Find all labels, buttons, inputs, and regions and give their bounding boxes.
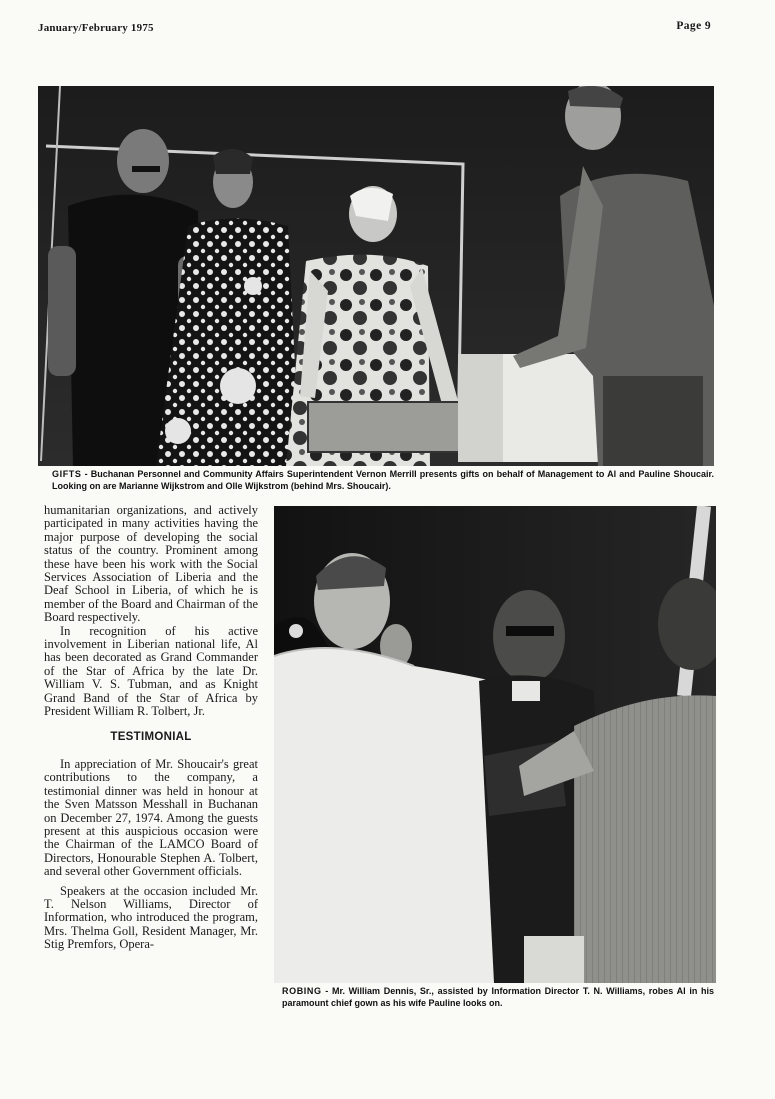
caption-gifts-text: - Buchanan Personnel and Community Affairs Superintendent Vernon Merrill presents gifts on behalf of Management to Al and Pauline Shoucair. Looking on are Marianne Wijkstrom and Olle Wijkstrom (behind Mrs. Shoucair). <box>52 469 714 491</box>
caption-gifts-lead: GIFTS <box>52 469 82 479</box>
caption-robing-lead: ROBING <box>282 986 322 996</box>
article-para-3: In appreciation of Mr. Shoucair's great contributions to the company, a testimonial dinner was held in honour at the Sven Matsson Messhall in Buchanan on December 27, 1974. Among the guests present at this auspicious occasion were the Chairman of the LAMCO Board of Directors, Honourable Stephen A. Tolbert, and several other Government officials. <box>44 756 258 879</box>
article-para-1: humanitarian organizations, and actively participated in many activities having the major purpose of developing the social status of the country. Prominent among these have been his work with the Social Services Association of Liberia and the Deaf School in Liberia, of which he is member of the Board and Chairman of the Board respectively. <box>44 503 258 625</box>
section-heading-testimonial: TESTIMONIAL <box>110 730 192 743</box>
caption-gifts <box>52 469 714 492</box>
photo-robing <box>274 506 716 983</box>
page-number: Page 9 <box>676 20 711 32</box>
caption-robing <box>282 986 714 1009</box>
photo-gifts <box>38 86 714 466</box>
issue-date: January/February 1975 <box>38 22 154 34</box>
article-para-4: Speakers at the occasion included Mr. T. Nelson Williams, Director of Information, who introduced the program, Mrs. Thelma Goll, Resident Manager, Mr. Stig Premfors, Opera- <box>44 883 258 952</box>
article-para-2: In recognition of his active involvement in Liberian national life, Al has been decorated as Grand Commander of the Star of Africa by the late Dr. William V. S. Tubman, and as Knight Grand Band of the Star of Africa by President William R. Tolbert, Jr. <box>44 623 258 719</box>
caption-robing-text: - Mr. William Dennis, Sr., assisted by Information Director T. N. Williams, robes Al in his paramount chief gown as his wife Pauline looks on. <box>282 986 714 1008</box>
article-column <box>44 504 258 952</box>
